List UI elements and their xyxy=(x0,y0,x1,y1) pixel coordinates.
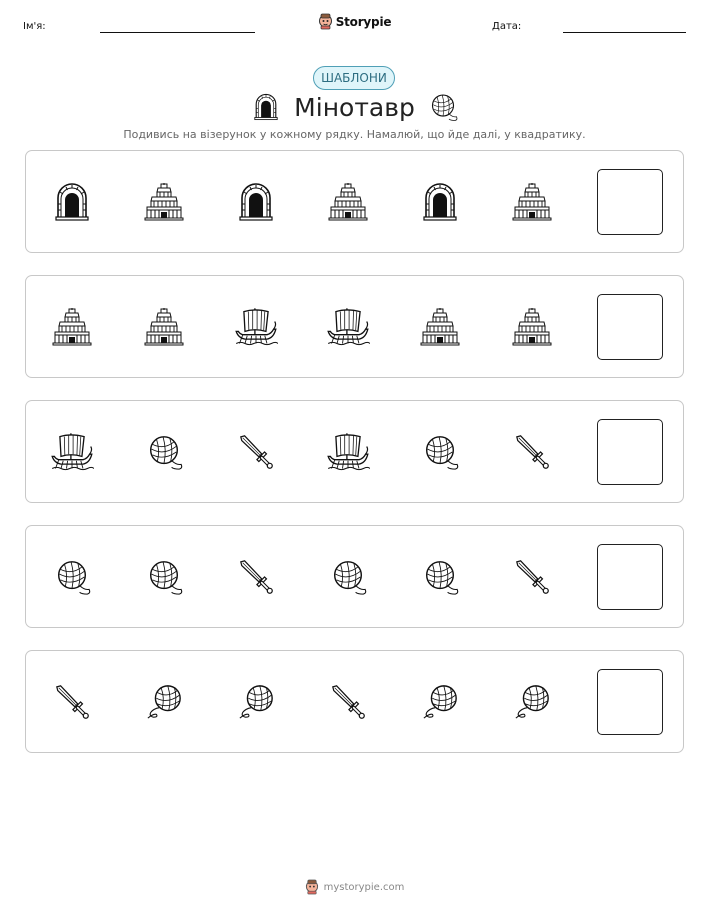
name-line[interactable] xyxy=(100,32,255,33)
brand-logo xyxy=(0,13,709,30)
pattern-cell xyxy=(323,427,373,477)
palace-icon xyxy=(420,307,460,347)
pattern-row-2 xyxy=(25,275,684,378)
yarn-ball-icon xyxy=(421,433,459,471)
yarn-ball-icon xyxy=(53,558,91,596)
palace-icon xyxy=(144,307,184,347)
pattern-cell xyxy=(323,177,373,227)
pattern-row-5 xyxy=(25,650,684,753)
pattern-cell xyxy=(231,302,281,352)
ship-icon xyxy=(326,430,370,474)
pattern-cell xyxy=(139,177,189,227)
yarn-ball-icon xyxy=(145,683,183,721)
answer-box[interactable] xyxy=(597,669,663,735)
palace-icon xyxy=(52,307,92,347)
pattern-row-4 xyxy=(25,525,684,628)
date-line[interactable] xyxy=(563,32,686,33)
answer-box[interactable] xyxy=(597,419,663,485)
pattern-cell xyxy=(507,677,557,727)
name-label: Ім'я: xyxy=(23,21,46,32)
pattern-cell xyxy=(507,177,557,227)
pattern-cell xyxy=(47,427,97,477)
sword-icon xyxy=(237,558,275,596)
pattern-cell xyxy=(323,302,373,352)
mascot-icon xyxy=(305,879,319,895)
pattern-cell xyxy=(139,677,189,727)
yarn-ball-icon xyxy=(145,433,183,471)
pattern-row-3 xyxy=(25,400,684,503)
yarn-ball-icon xyxy=(329,558,367,596)
pattern-cell xyxy=(47,677,97,727)
ship-icon xyxy=(234,305,278,349)
pattern-cell xyxy=(47,552,97,602)
yarn-ball-icon xyxy=(237,683,275,721)
yarn-ball-icon xyxy=(428,92,458,122)
answer-box[interactable] xyxy=(597,169,663,235)
pattern-row-1 xyxy=(25,150,684,253)
instructions: Подивись на візерунок у кожному рядку. Намалюй, що йде далі, у квадратику. xyxy=(123,128,586,141)
arch-door-icon xyxy=(420,182,460,222)
footer xyxy=(0,879,709,895)
pattern-cell xyxy=(323,552,373,602)
yarn-ball-icon xyxy=(421,683,459,721)
pattern-cell xyxy=(507,427,557,477)
sword-icon xyxy=(329,683,367,721)
pattern-cell xyxy=(415,677,465,727)
yarn-ball-icon xyxy=(513,683,551,721)
footer-url[interactable]: mystorypie.com xyxy=(323,881,405,893)
pattern-cell xyxy=(47,177,97,227)
mascot-icon xyxy=(318,13,333,30)
sword-icon xyxy=(513,558,551,596)
title-icon-right xyxy=(428,92,458,126)
palace-icon xyxy=(512,307,552,347)
palace-icon xyxy=(328,182,368,222)
yarn-ball-icon xyxy=(145,558,183,596)
yarn-ball-icon xyxy=(421,558,459,596)
pattern-cell xyxy=(415,177,465,227)
pattern-cell xyxy=(415,302,465,352)
pattern-cell xyxy=(139,302,189,352)
palace-icon xyxy=(144,182,184,222)
pattern-cell xyxy=(231,677,281,727)
pattern-cell xyxy=(231,427,281,477)
pattern-cell xyxy=(139,552,189,602)
brand-name: Storypie xyxy=(335,14,392,29)
answer-box[interactable] xyxy=(597,544,663,610)
sword-icon xyxy=(513,433,551,471)
pattern-cell xyxy=(231,552,281,602)
sword-icon xyxy=(53,683,91,721)
pattern-cell xyxy=(415,427,465,477)
pattern-cell xyxy=(47,302,97,352)
page-title: Мінотавр xyxy=(294,93,415,122)
pattern-cell xyxy=(323,677,373,727)
arch-door-icon xyxy=(52,182,92,222)
ship-icon xyxy=(50,430,94,474)
pattern-cell xyxy=(415,552,465,602)
pattern-cell xyxy=(507,302,557,352)
palace-icon xyxy=(512,182,552,222)
date-label: Дата: xyxy=(492,21,522,32)
pattern-cell xyxy=(231,177,281,227)
pattern-cell xyxy=(139,427,189,477)
ship-icon xyxy=(326,305,370,349)
pattern-cell xyxy=(507,552,557,602)
answer-box[interactable] xyxy=(597,294,663,360)
sword-icon xyxy=(237,433,275,471)
category-badge: ШАБЛОНИ xyxy=(313,66,395,90)
arch-door-icon xyxy=(236,182,276,222)
